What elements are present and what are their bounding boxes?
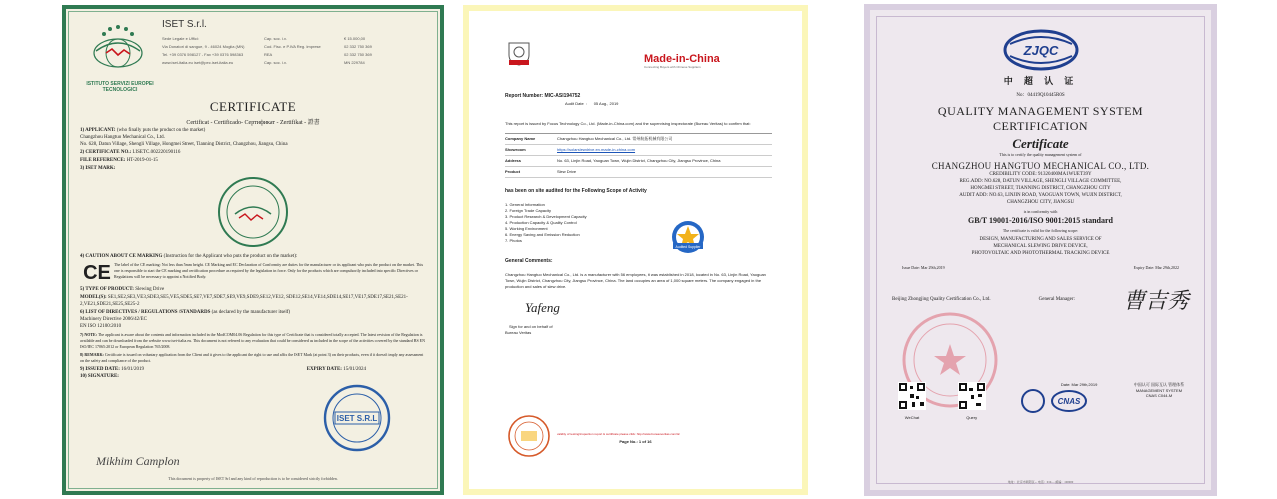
row-key: Company Name [505,136,536,141]
scope-line: PHOTOVOLTAIC AND PHOTOTHERMAL TRACKING DEVICE [971,251,1110,256]
mic-brand: Made-in-China [644,53,720,65]
directive-item: Machinery Directive 2006/42/EC [80,317,147,322]
row-value: Changzhou Hangtuo Mechanical Co., Ltd. 常州航拓机械有限公司 [557,136,673,141]
issuer-name: Beijing Zhongjing Quality Certification Co., Ltd. [892,297,991,302]
address-line: www.iset-italia.eu iset@pec.iset-italia.eu [162,60,234,65]
issuer-cn-name: 中 超 认 证 [1003,77,1078,87]
validity-note: validity of testing/inspection report & certificate please click: http://www.bureauveritas.com/tic [557,432,680,436]
registry-key: Cap. soc. i.v. [264,36,287,41]
signature-label: 10) SIGNATURE: [80,374,119,379]
iset-header [80,17,426,95]
registry-value: MN 229784 [344,60,365,65]
company-table [505,133,772,178]
address-line: Via Donatori di sangue, 9 - 46024 Moglia (MN) [162,44,245,49]
models-field [80,294,426,308]
audit-date: 05 Aug., 2019 [593,101,619,106]
scope-note: The certificate is valid for the following scope: [1002,228,1079,233]
applicant-address: No. 628, Datun Village, Shengli Village, Hongmei Street, Tianning District, Changzhou, Jiangsu, China [80,142,288,147]
mark-label: 3) ISET MARK: [80,166,116,171]
cnas-reg: CNAS C044-M [1145,393,1173,398]
note-field [80,332,426,350]
row-value: Slew Drive [557,169,577,174]
iset-stamp-icon [322,383,392,453]
ce-mark-icon: CE [83,262,111,284]
iset-globe-logo-icon [86,21,150,79]
mark-field [80,165,426,172]
footer-text: This document is property of ISET Srl and any kind of reproduction is to be considered strictly forbidden. [168,476,338,481]
list-item: 2. Foreign Trade Capacity [505,208,552,213]
footer-text: 地址：北京市朝阳区... 电话：010-... 邮编：100000 [1007,480,1074,484]
registry-value: € 15.000,00 [344,36,366,41]
list-item: 7. Photos [505,238,522,243]
standard-name: GB/T 19001-2016/ISO 9001:2015 standard [968,216,1113,225]
note-text: The applicant is aware about the contents and information included in the ModCOM04.06 Regulation for this type of Certificate that is considered totally accepted. The latest revision of the Regulation is available and can be downloaded from the website www.iset-italia.eu. This document is not referred to any evaluation that could be considered as included in the scope of the activities covered by the standard BS EN ISO/IEC 17065:2012 or European Regulation 765/2008. [80,332,426,349]
registry-key: Cap. soc. i.v. [264,60,287,65]
detail-line: HONGMEI STREET, TIANNING DISTRICT, CHANGZHOU CITY [970,186,1111,191]
iaf-cnas-logos-icon [1017,387,1097,413]
directives-label: 6) LIST OF DIRECTIVES / REGULATIONS /STANDARDS [80,310,211,315]
verification-row [898,382,1189,420]
issued-date-label: 9) ISSUED DATE: [80,367,120,372]
iset-mark-seal-icon [213,172,293,252]
list-item: 5. Working Environment [505,226,548,231]
applicant-field [80,127,426,148]
address-line: Sede Legale e Uffici: [162,36,199,41]
table-row [505,167,772,178]
table-row [505,156,772,167]
scope-list [505,202,772,244]
issuer-name: ISET S.r.l. [162,19,207,30]
models-value: SE1,SE2,SE3,VE3,SDE3,SE5,VE5,SDE5,SE7,VE7,SDE7,SE9,VE9,SDE9,SE12,VE12, SDE12,SE14,VE14,SDE14,SE17,VE17,SDE17,SE21,SE21-2,VE21,SDE21,SE25,SE25-2 [80,295,408,307]
expiry-date: 15/01/2024 [343,367,366,372]
signature-field [80,373,426,380]
title-line: CERTIFICATION [992,119,1089,133]
bureau-veritas-logo-icon [507,41,531,67]
table-row [505,134,772,145]
issued-date: 16/01/2019 [121,367,144,372]
scope-line: MECHANICAL SLEWING DRIVE DEVICE, [993,244,1088,249]
report-number: Report Number: MIC-ASI194752 [505,93,581,99]
ce-marking-field [80,253,426,260]
directive-item: EN ISO 12100:2010 [80,324,122,329]
audit-date-row: Audit Date : 05 Aug., 2019 [565,101,619,106]
remark-text: Certificate is issued on voluntary application from the Client and it gives to the applicant the right to use and affix the ISET Mark (at point 3) on their products, even if it doesn't imply any assessment on the safety and compliance of the product. [80,352,424,363]
table-row [505,145,772,156]
showroom-link[interactable]: https://solarslewdrive.en.made-in-china.com [557,147,636,152]
signature-scrawl: Mikhim Camplon [96,454,180,468]
cn-accreditation: 中国认可 国际互认 管理体系 [1133,382,1185,387]
row-key: Address [505,158,522,163]
applicant-note: (who finally puts the product on the market) [116,128,206,133]
row-key: Product [505,169,521,174]
row-value: No. 63, Linjin Road, Yaoguan Town, Wujin District, Changzhou City, Jiangsu Province, China [557,158,721,163]
logo-subtitle: ISTITUTO SERVIZI EUROPEI TECNOLOGICI [86,81,154,93]
cert-no-label: 2) CERTIFICATE NO.: [80,150,132,155]
company-name: CHANGZHOU HANGTUO MECHANICAL CO., LTD. [931,161,1150,171]
bureau-veritas-stamp-icon [507,414,551,458]
wechat-qr[interactable] [898,382,926,420]
comments-text: Changzhou Hangtuo Mechanical Co., Ltd. is a manufacturer with 56 employees, it was established in 2018, located in No. 63, Linjin Road, Yaoguan Town, Wujin District, Changzhou City, Jiangsu Province, China. The land occupies an area of 1,000 square meters. The company engaged in the production and sales of slew drive. [505,272,766,289]
scope-line: DESIGN, MANUFACTURING AND SALES SERVICE OF [979,237,1102,242]
remark-label: 8) REMARK: [80,352,104,357]
issue-date: Issue Date: Mar 29th,2019 [902,265,945,270]
stamp-text: ISET S.R.L [336,414,378,423]
ms-label: MANAGEMENT SYSTEM [1135,388,1183,393]
made-in-china-logo [644,53,762,69]
detail-line: CREDIBILITY CODE: 91320400MA1WUET39Y [989,172,1092,177]
gm-label: General Manager: [1038,297,1075,302]
registry-key: Cod. Fisc. e P.IVA Reg. Imprese [264,44,321,49]
page-number: Page No.: 1 of 16 [619,439,652,444]
models-label: MODEL(S): [80,295,107,300]
bv-signature: Yafeng [525,300,560,315]
certificate-word: Certificate [1012,136,1069,151]
registry-key: REA [264,52,273,57]
ce-marking-note: (Instruction for the Applicant who puts the product on the market): [163,254,298,259]
audit-date-label: Audit Date [565,101,584,106]
certificate-number: No：04419Q10445R0S [1016,93,1065,98]
list-item: 4. Production Capacity & Quality Control [505,220,577,225]
detail-line: AUDIT ADD: NO.63, LINJIN ROAD, YAOGUAN TOWN, WUJIN DISTRICT, [959,193,1122,198]
issuer-registry [264,35,434,67]
cert-no-field [80,149,426,156]
comments-title: General Comments: [505,258,553,264]
wechat-label: WeChat [904,415,920,420]
report-intro: This report is issued by Focus Technology Co., Ltd. (Made-in-China.com) and the supervising inspectorate (Bureau Veritas) to confirm that: [505,121,751,126]
note-label: 7) NOTE: [80,332,97,337]
address-line: Tel. +39 0376 598127 - Fax +39 0376 598363 [162,52,244,57]
zjqc-certificate [864,4,1217,496]
report-page [469,11,802,489]
wechat-qr-icon [898,382,926,410]
list-item: 3. Product Research & Development Capacity [505,214,587,219]
title-line: QUALITY MANAGEMENT SYSTEM [937,104,1144,118]
row-key: Showroom [505,147,526,152]
query-label: Query [966,415,978,420]
cnas-text: CNAS [1057,397,1081,406]
expiry-date: Expiry Date: Mar 29th,2022 [1133,265,1179,270]
applicant-name: Changzhou Hangtuo Mechanical Co., Ltd. [80,135,165,140]
iset-certificate [62,5,444,495]
issuer-address [162,35,272,67]
registry-value: 02 332 750 369 [344,52,372,57]
product-field [80,286,426,293]
ce-marking-text: The label of the CE marking: Not less than 5mm height. CE Marking and EC Declaration of Conformity are duties for the manufacturer or its applicant who puts the product on the market. This one is responsible to start the CE marking and certification procedure as required by the legislation in force. Only for the products which are compulsorily included into specific Directives or Regulations will be necessary to appoint a Notified Body. [114,262,424,279]
remark-field [80,352,426,364]
registry-value: 02 332 750 369 [344,44,372,49]
list-item: 1. General Information [505,202,545,207]
file-ref-label: FILE REFERENCE: [80,158,126,163]
applicant-label: 1) APPLICANT: [80,128,116,133]
made-in-china-audit-report [463,5,808,495]
first-issue-date: Date: Mar 29th,2019 [1060,382,1098,387]
product-value: Slewing Drive [135,287,165,292]
conformity-text: is in conformity with [1023,209,1058,214]
ce-marking-label: 4) CAUTION ABOUT CE MARKING [80,254,163,259]
query-qr-icon [958,382,986,410]
certificate-subtitle: Certificat - Certificado- Сертификат - Zertifikat - 證書 [186,120,320,126]
expiry-date-label: EXPIRY DATE: [306,367,342,372]
mic-tagline: Connecting Buyers with Chinese Suppliers [644,65,701,69]
file-ref-field [80,157,426,164]
sign-for: Sign for and on behalf of [509,324,553,329]
cert-no-value: I.ISETC.002220190116 [132,150,181,155]
gm-signature: 曹吉秀 [1122,288,1189,313]
badge-label: Audited Supplier [675,245,701,249]
scope-title: has been on site audited for the Following Scope of Activity [505,188,647,194]
directives-field [80,309,426,330]
query-qr[interactable] [958,382,986,420]
list-item: 6. Energy Saving and Emission Reduction [505,232,580,237]
detail-line: CHANGZHOU CITY, JIANGSU [1006,200,1075,205]
directives-note: (as declared by the manufacturer itself) [211,310,291,315]
sign-org: Bureau Veritas [505,330,532,335]
product-label: 5) TYPE OF PRODUCT: [80,287,134,292]
certify-text: This is to certify the quality management system of [999,152,1082,157]
logo-text: ZJQC [1023,43,1058,58]
audited-supplier-badge-icon [670,219,706,255]
file-ref-value: HT-2019-01-15 [126,158,158,163]
detail-line: REG.ADD: NO.628, DATUN VILLAGE, SHENGLI VILLAGE COMMITTEE, [959,179,1122,184]
dates-row [80,367,426,372]
ce-marking-row [80,262,426,285]
certificate-title: CERTIFICATE [209,99,297,114]
